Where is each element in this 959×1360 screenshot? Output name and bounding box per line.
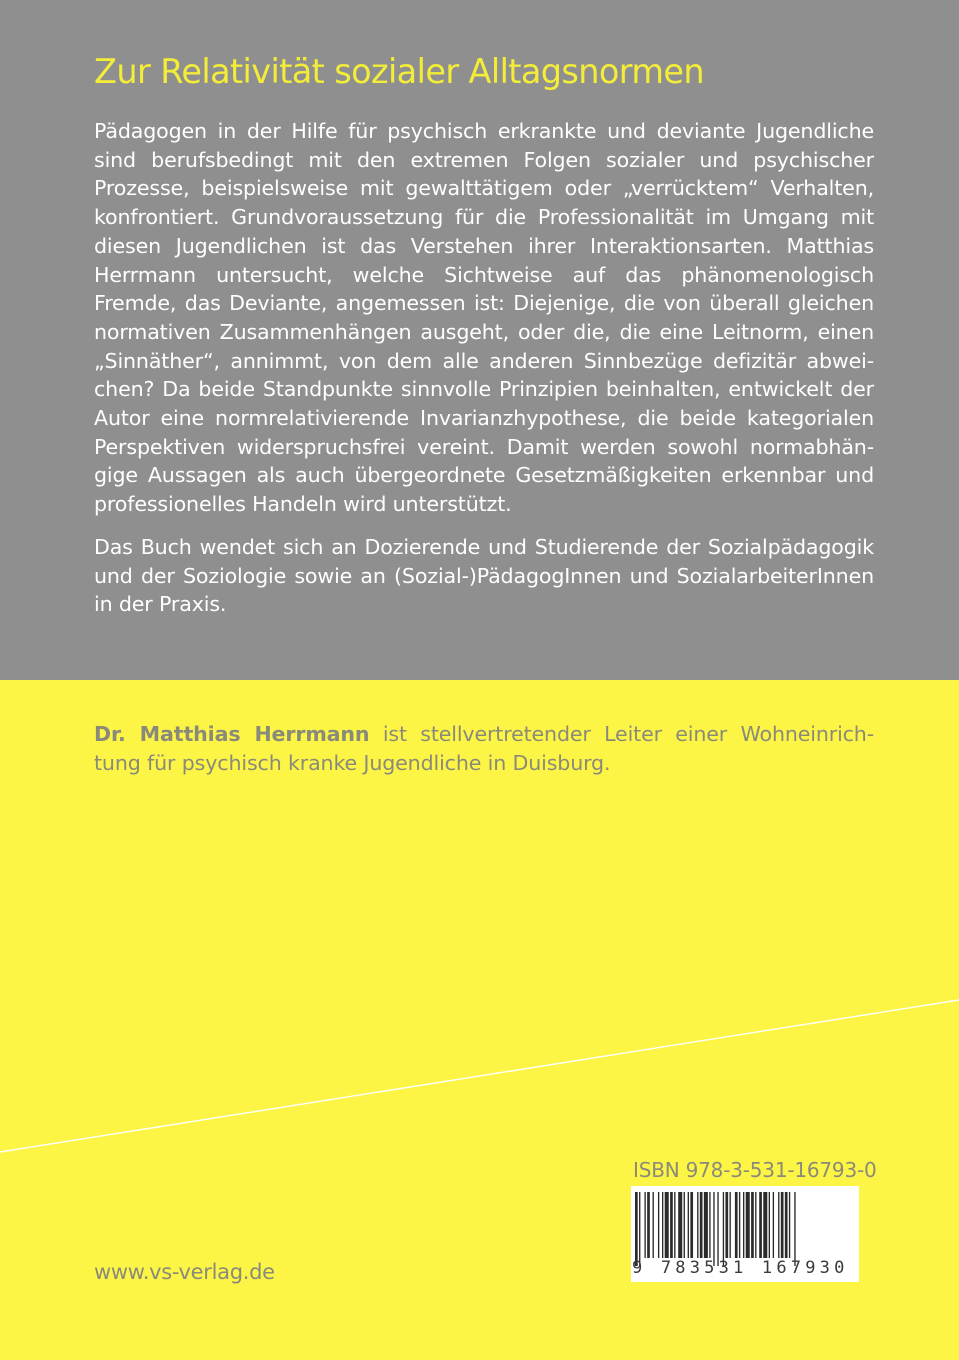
barcode-bar — [781, 1192, 784, 1258]
text-line: „Sinnäther“, annimmt, von dem alle anderen Sinnbezüge defizitär abwei- — [94, 348, 874, 373]
text-line: gige Aussagen als auch übergeordnete Gesetzmäßigkeiten erkennbar und — [94, 463, 874, 488]
barcode-bar — [674, 1192, 675, 1258]
barcode-bar — [789, 1192, 790, 1258]
text-line: tung für psychisch kranke Jugendliche in Duisburg. — [94, 750, 611, 775]
barcode-number: 9 783531 167930 — [632, 1258, 849, 1278]
author-name: Dr. Matthias Herrmann — [94, 722, 370, 746]
barcode-bar — [713, 1192, 714, 1266]
barcode-bar — [746, 1192, 750, 1258]
barcode-bar — [662, 1192, 663, 1258]
barcode-bar — [735, 1192, 738, 1258]
barcode-bar — [759, 1192, 762, 1258]
barcode-bar — [709, 1192, 710, 1258]
text-line: und der Soziologie sowie an (Sozial-)PädagogInnen und SozialarbeiterInnen — [94, 563, 874, 588]
barcode-bar — [739, 1192, 740, 1258]
text-line: Prozesse, beispielsweise mit gewalttätigem oder „verrücktem“ Verhalten, — [94, 176, 874, 201]
barcode-bar — [723, 1192, 724, 1266]
barcode-bar — [658, 1192, 659, 1258]
barcode-bar — [684, 1192, 685, 1258]
barcode-bar — [635, 1192, 638, 1266]
text-line: Autor eine normrelativierende Invarianzhypothese, die beide kategorialen — [94, 406, 874, 431]
barcode-bar — [670, 1192, 673, 1258]
barcode-bar — [653, 1192, 654, 1258]
text-line: sind berufsbedingt mit den extremen Folgen sozialer und psychischer — [94, 147, 874, 172]
diagonal-line — [0, 1000, 959, 1152]
text-line: professionelles Handeln wird unterstützt. — [94, 492, 512, 517]
publisher-website: www.vs-verlag.de — [94, 1260, 275, 1284]
text-line: Pädagogen in der Hilfe für psychisch erkrankte und deviante Jugendliche — [94, 119, 874, 143]
barcode-bar — [644, 1192, 645, 1258]
barcode-bar — [700, 1192, 703, 1258]
text-line: normativen Zusammenhängen ausgeht, oder die, die eine Leitnorm, einen — [94, 319, 874, 344]
text-line: diesen Jugendlichen ist das Verstehen ihrer Interaktionsarten. Matthias — [94, 233, 874, 258]
barcode-bar — [751, 1192, 754, 1258]
barcode-bar — [778, 1192, 779, 1258]
text-line: Das Buch wendet sich an Dozierende und Studierende der Sozialpädagogik — [94, 535, 874, 559]
isbn-label: ISBN 978-3-531-16793-0 — [633, 1158, 877, 1182]
barcode-bar — [704, 1192, 708, 1258]
barcode-bar — [773, 1192, 774, 1258]
text-line: Perspektiven widerspruchsfrei vereint. Damit werden sowohl normabhän- — [94, 434, 874, 459]
text-line: in der Praxis. — [94, 592, 227, 617]
barcode-bar — [665, 1192, 669, 1258]
barcode-bar — [639, 1192, 640, 1266]
barcode-bar — [763, 1192, 767, 1258]
text-line: konfrontiert. Grundvoraussetzung für die Professionalität im Umgang mit — [94, 205, 874, 230]
barcode-bar — [730, 1192, 731, 1258]
author-bio-text: ist stellvertretender Leiter einer Wohneinrich- — [369, 722, 874, 746]
barcode-bar — [647, 1192, 650, 1258]
barcode-bar — [769, 1192, 770, 1258]
text-line: chen? Da beide Standpunkte sinnvolle Prinzipien beinhalten, entwickelt der — [94, 377, 874, 402]
barcode-bar — [678, 1192, 682, 1258]
text-line: Fremde, das Deviante, angemessen ist: Diejenige, die von überall gleichen — [94, 291, 874, 316]
barcode-bar — [794, 1192, 795, 1266]
barcode-bar — [785, 1192, 788, 1258]
barcode-bar — [697, 1192, 698, 1258]
book-title: Zur Relativität sozialer Alltagsnormen — [94, 52, 705, 91]
barcode-bar — [690, 1192, 693, 1258]
barcode-bar — [717, 1192, 718, 1266]
barcode-bar — [688, 1192, 689, 1258]
text-line: Herrmann untersucht, welche Sichtweise auf das phänomenologisch — [94, 262, 874, 287]
barcode-bar — [725, 1192, 728, 1258]
barcode-bar — [743, 1192, 744, 1258]
barcode-bar — [755, 1192, 756, 1258]
